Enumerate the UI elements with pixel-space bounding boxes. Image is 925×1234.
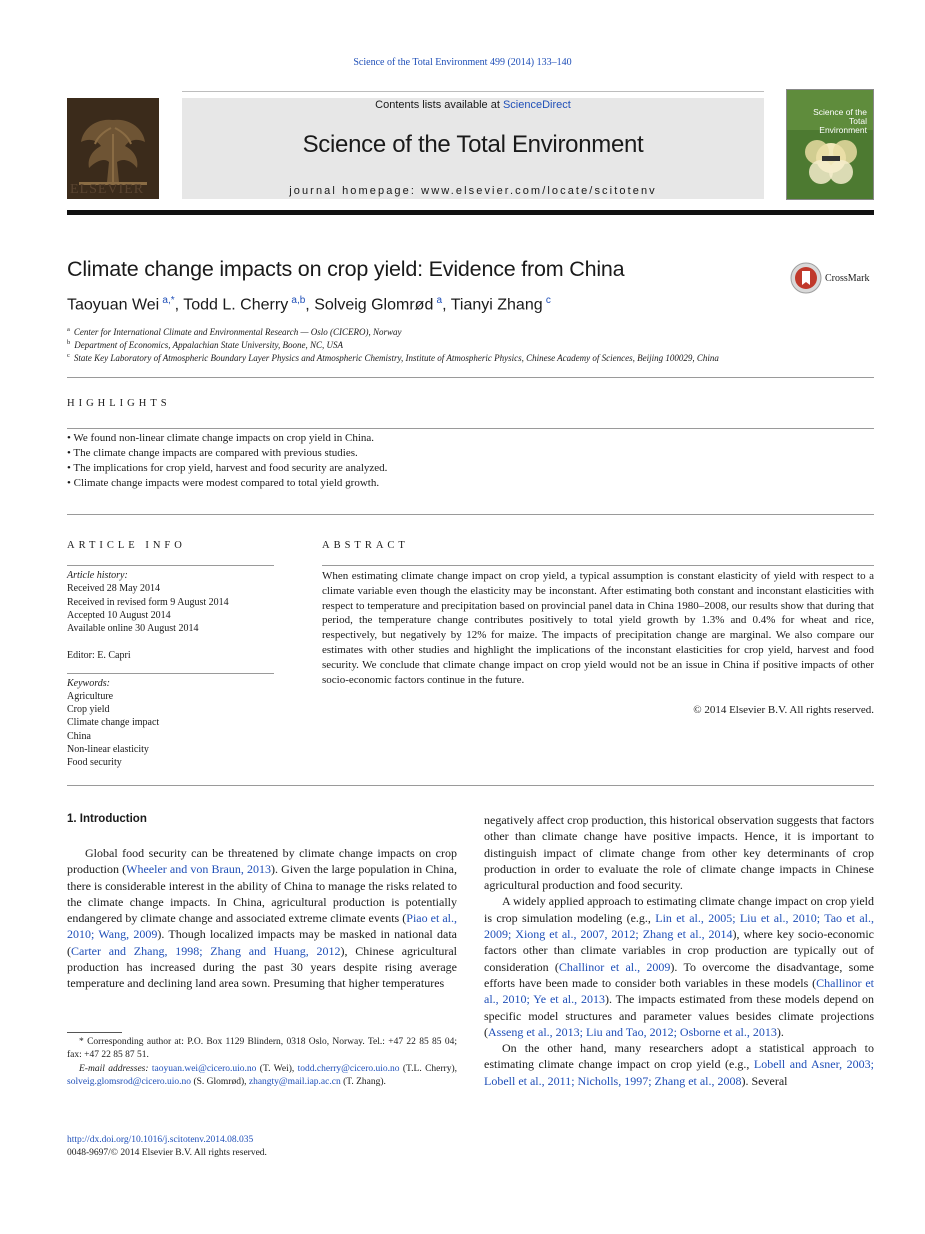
- keyword: Non-linear elasticity: [67, 744, 149, 755]
- citation-link[interactable]: Science of the Total Environment 499 (2014) 133–140: [353, 57, 572, 68]
- divider: [67, 428, 874, 429]
- author-name[interactable]: Taoyuan Wei: [67, 296, 160, 314]
- author-list: Taoyuan Wei $^{a,*}$, Todd L. Cherry $^{a,b}$, Solveig Glomrød $^a$, Tianyi Zhang $^c$: [67, 295, 551, 314]
- divider: [67, 565, 274, 566]
- divider: [67, 377, 874, 378]
- email-link[interactable]: todd.cherry@cicero.uio.no: [297, 1064, 400, 1074]
- article-title: Climate change impacts on crop yield: Evidence from China: [67, 257, 625, 281]
- elsevier-logo: [67, 98, 159, 199]
- citation-ref[interactable]: Piao et al., 2010; Wang, 2009: [67, 911, 458, 942]
- abstract-heading: ABSTRACT: [322, 540, 409, 551]
- keywords-label: Keywords:: [67, 678, 110, 689]
- author-name[interactable]: Tianyi Zhang: [450, 296, 543, 314]
- author-sup[interactable]: c: [545, 295, 551, 306]
- highlight-item: • The climate change impacts are compared with previous studies.: [67, 447, 358, 459]
- doi-link[interactable]: http://dx.doi.org/10.1016/j.scitotenv.2014.08.035: [67, 1135, 254, 1145]
- history-item: Accepted 10 August 2014: [67, 610, 171, 621]
- journal-title: Science of the Total Environment: [302, 131, 644, 158]
- highlights-heading: HIGHLIGHTS: [67, 398, 171, 409]
- citation-ref[interactable]: Challinor et al., 2009: [558, 959, 671, 974]
- paragraph: A widely applied approach to estimating climate change impact on crop yield is crop simulation modeling (e.g., Lin et al., 2005; Liu et al., 2010; Tao et al., 2009; Xiong et al., 2007, 2012; Zhang et al., 2014), where key socio-economic factors other than climate variables in crop production are typically out of consideration (Challinor et al., 2009). To overcome the disadvantage, some efforts have been made to consider both variables in these models (Challinor et al., 2010; Ye et al., 2013). The impacts estimated from these models depend on specific model structures and parameter values besides climate projections (Asseng et al., 2013; Liu and Tao, 2012; Osborne et al., 2013).: [484, 894, 874, 1039]
- citation-ref[interactable]: Wheeler and von Braun, 2013: [126, 862, 272, 877]
- email-note: E-mail addresses: taoyuan.wei@cicero.uio.no (T. Wei), todd.cherry@cicero.uio.no (T.L. Cherry), solveig.glomsrod@cicero.uio.no (S. Glomrød), zhangty@mail.iap.ac.cn (T. Zhang).: [67, 1064, 458, 1088]
- header-rule: [67, 210, 874, 215]
- affiliation: $^b$ Department of Economics, Appalachian State University, Boone, NC, USA: [67, 339, 344, 350]
- author-sup[interactable]: a,b: [291, 295, 306, 306]
- email-link[interactable]: solveig.glomsrod@cicero.uio.no: [67, 1077, 192, 1088]
- article-info-heading: ARTICLE INFO: [67, 540, 186, 551]
- divider: [67, 673, 274, 674]
- history-item: Received 28 May 2014: [67, 583, 161, 594]
- affiliation: $^a$ Center for International Climate and Environmental Research — Oslo (CICERO), Norway: [67, 326, 402, 337]
- crossmark-icon: [790, 262, 822, 294]
- body-column-left: [67, 845, 457, 992]
- crossmark-label: CrossMark: [825, 273, 870, 284]
- abstract-text: When estimating climate change impact on crop yield, a typical assumption is constant elasticity of yield with respect to a climate variable even though the elasticity may be inconstant. After estimating both constant and inconstant elasticities with respect to temperature and precipitation based on provincial panel data in China 1980–2008, our results show that during that period, the temperature change contributes positively to total yield growth by 1.3% and 0.4% for wheat and rice, respectively, but negatively by 12% for maize. The impacts of precipitation change are marginal. We also compare our estimates with other studies and highlight the implications of the inconstant elasticities for crop yield, harvest and food security. We conclude that climate change impact on crop yield would not be an issue in China if positive impacts of other socio-economic factors continue in the future.: [322, 570, 874, 686]
- highlight-item: • We found non-linear climate change impacts on crop yield in China.: [67, 432, 375, 444]
- citation-ref[interactable]: Lin et al., 2005; Liu et al., 2010; Tao et al., 2009; Xiong et al., 2007, 2012; Zhang et al., 2014: [484, 910, 874, 942]
- citation-ref[interactable]: Carter and Zhang, 1998; Zhang and Huang, 2012: [71, 943, 341, 958]
- highlight-item: • The implications for crop yield, harvest and food security are analyzed.: [67, 462, 388, 474]
- divider: [67, 514, 874, 515]
- email-link[interactable]: taoyuan.wei@cicero.uio.no: [151, 1064, 257, 1074]
- corresponding-author-note: * Corresponding author at: P.O. Box 1129 Blindern, 0318 Oslo, Norway. Tel.: +47 22 85 85 04; fax: +47 22 85 87 51.: [67, 1037, 457, 1061]
- author-name[interactable]: Todd L. Cherry: [183, 296, 289, 314]
- publisher-wordmark: ELSEVIER: [70, 182, 145, 197]
- history-item: Received in revised form 9 August 2014: [67, 597, 229, 608]
- paragraph: Global food security can be threatened by climate change impacts on crop production (Wheeler and von Braun, 2013). Given the large population in China, there is considerable interest in the ability of China to manage the risks related to the climate change impacts. In China, agricultural production is potentially endangered by climate change and associated extreme climate events (Piao et al., 2010; Wang, 2009). Though localized impacts may be masked in national data (Carter and Zhang, 1998; Zhang and Huang, 2012), Chinese agricultural production has increased during the past 30 years despite rising average temperature and declining land area sown. Presuming that higher temperatures: [67, 846, 458, 991]
- body-column-right: [484, 812, 874, 1089]
- abstract-copyright: © 2014 Elsevier B.V. All rights reserved.: [693, 704, 874, 716]
- author-sup[interactable]: a,*: [162, 295, 175, 306]
- author-sup[interactable]: a: [436, 295, 443, 306]
- journal-homepage[interactable]: journal homepage: www.elsevier.com/locate/scitotenv: [289, 185, 657, 197]
- citation-ref[interactable]: Asseng et al., 2013; Liu and Tao, 2012; Osborne et al., 2013: [488, 1024, 777, 1039]
- author-name[interactable]: Solveig Glomrød: [314, 296, 434, 314]
- editor-line: Editor: E. Capri: [67, 650, 131, 661]
- affiliation: $^c$ State Key Laboratory of Atmospheric Boundary Layer Physics and Atmospheric Chemistry, Institute of Atmospheric Physics, Chinese Academy of Sciences, Beijing 100029, China: [67, 352, 719, 363]
- citation-ref[interactable]: Challinor et al., 2010; Ye et al., 2013: [484, 975, 874, 1007]
- divider: [322, 565, 874, 566]
- history-item: Available online 30 August 2014: [67, 623, 199, 634]
- cover-title: Science of the Total Environment: [813, 107, 867, 135]
- keyword: Climate change impact: [67, 717, 160, 728]
- keyword: Food security: [67, 757, 122, 768]
- highlight-item: • Climate change impacts were modest compared to total yield growth.: [67, 477, 380, 489]
- citation-ref[interactable]: Lobell and Asner, 2003; Lobell et al., 2011; Nicholls, 1997; Zhang et al., 2008: [484, 1057, 875, 1088]
- journal-cover-image: [786, 89, 874, 200]
- paragraph: negatively affect crop production, this historical observation suggests that factors other than climate change have positive impacts. Hence, it is important to distinguish impact of climate change from other key determinants of crop production in order to evaluate the role of climate change impacts in Chinese agricultural production and food security.: [484, 813, 874, 893]
- keyword: Crop yield: [67, 704, 110, 715]
- issn-line: 0048-9697/© 2014 Elsevier B.V. All rights reserved.: [67, 1148, 267, 1158]
- footnote-rule: [67, 1032, 122, 1033]
- sciencedirect-link[interactable]: ScienceDirect: [502, 99, 571, 111]
- section-heading: 1. Introduction: [67, 813, 147, 825]
- email-link[interactable]: zhangty@mail.iap.ac.cn: [248, 1077, 341, 1088]
- keyword: Agriculture: [67, 691, 114, 702]
- contents-line: Contents lists available at ScienceDirect: [375, 99, 571, 111]
- paragraph: On the other hand, many researchers adopt a statistical approach to estimating climate change impact on crop yield (e.g., Lobell and Asner, 2003; Lobell et al., 2011; Nicholls, 1997; Zhang et al., 2008). Several: [484, 1041, 875, 1088]
- keyword: China: [67, 731, 91, 742]
- history-label: Article history:: [67, 570, 128, 581]
- divider: [67, 785, 874, 786]
